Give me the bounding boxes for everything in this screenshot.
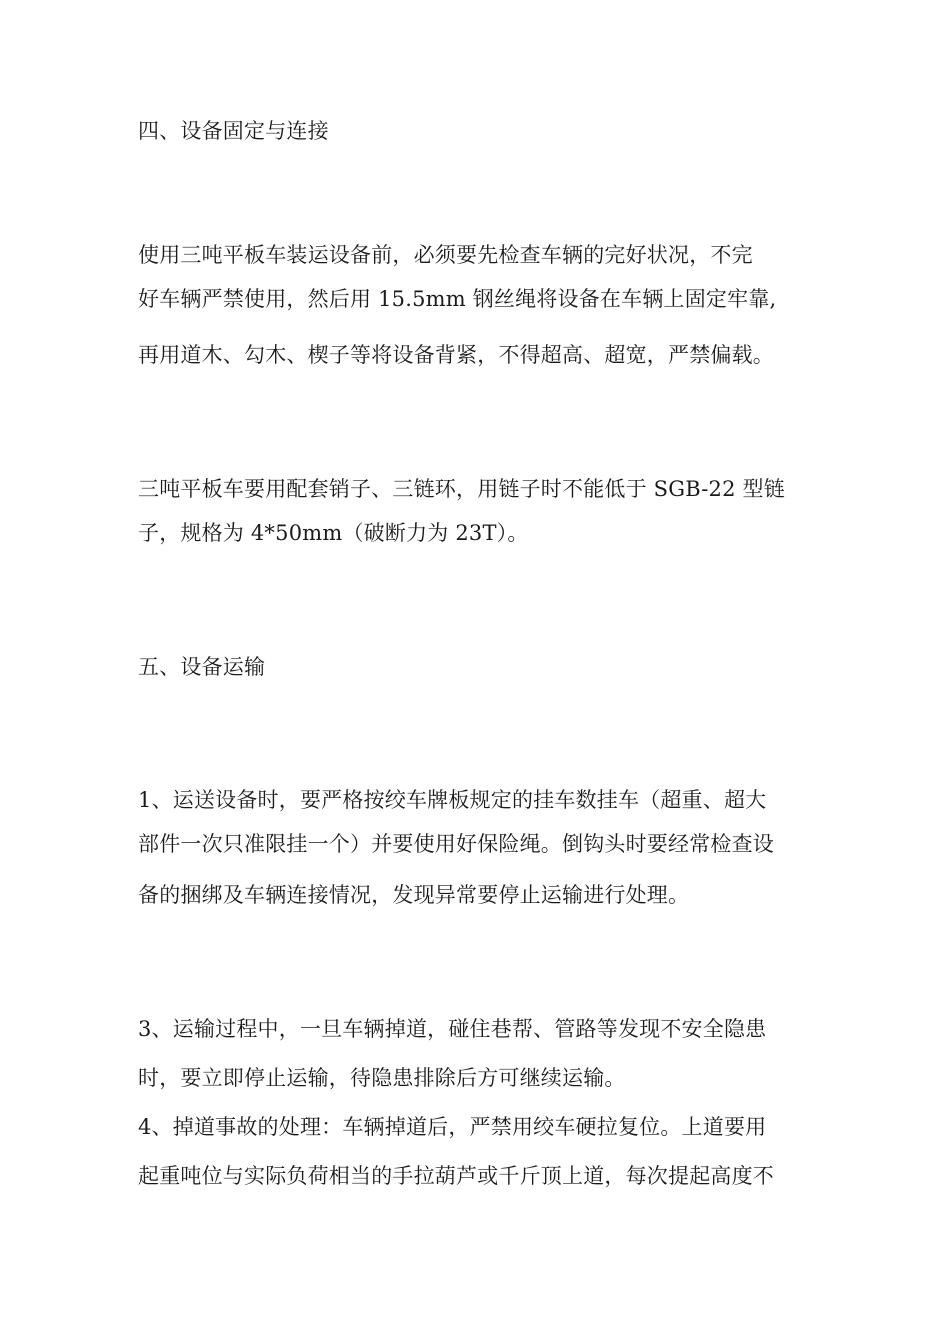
paragraph-line: 子，规格为 4*50mm（破断力为 23T）。: [138, 521, 529, 545]
list-item-line: 1、运送设备时，要严格按绞车牌板规定的挂车数挂车（超重、超大: [138, 788, 767, 812]
paragraph-line: 三吨平板车要用配套销子、三链环，用链子时不能低于 SGB-22 型链: [138, 477, 785, 501]
list-item-line: 部件一次只准限挂一个）并要使用好保险绳。倒钩头时要经常检查设: [138, 832, 774, 856]
section-heading-5: 五、设备运输: [138, 655, 266, 679]
list-item-line: 4、掉道事故的处理：车辆掉道后，严禁用绞车硬拉复位。上道要用: [138, 1115, 767, 1139]
paragraph-line: 好车辆严禁使用，然后用 15.5mm 钢丝绳将设备在车辆上固定牢靠,: [138, 287, 777, 311]
list-item-line: 3、运输过程中，一旦车辆掉道，碰住巷帮、管路等发现不安全隐患: [138, 1017, 767, 1041]
paragraph-line: 使用三吨平板车装运设备前，必须要先检查车辆的完好状况，不完: [138, 243, 753, 267]
section-heading-4: 四、设备固定与连接: [138, 119, 329, 143]
list-item-line: 时，要立即停止运输，待隐患排除后方可继续运输。: [138, 1066, 626, 1090]
list-item-line: 备的捆绑及车辆连接情况，发现异常要停止运输进行处理。: [138, 883, 690, 907]
list-item-line: 起重吨位与实际负荷相当的手拉葫芦或千斤顶上道，每次提起高度不: [138, 1164, 774, 1188]
paragraph-line: 再用道木、勾木、楔子等将设备背紧，不得超高、超宽，严禁偏载。: [138, 343, 774, 367]
